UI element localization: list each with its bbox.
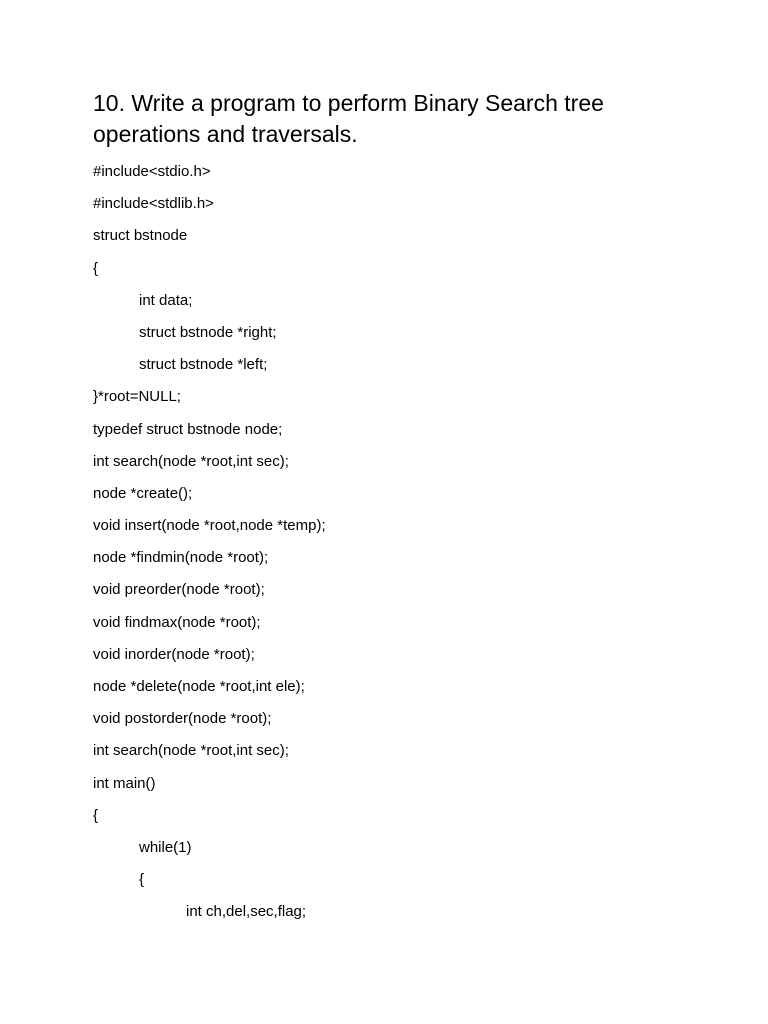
code-line: void preorder(node *root); xyxy=(93,581,265,599)
code-line: { xyxy=(139,871,145,889)
code-line: void findmax(node *root); xyxy=(93,613,261,631)
code-line: struct bstnode *left; xyxy=(139,356,268,374)
code-line: void insert(node *root,node *temp); xyxy=(93,517,326,535)
code-line: int search(node *root,int sec); xyxy=(93,452,289,470)
code-line: void postorder(node *root); xyxy=(93,710,272,728)
code-line: void inorder(node *root); xyxy=(93,645,255,663)
code-listing xyxy=(93,160,326,933)
code-line: }*root=NULL; xyxy=(93,388,181,406)
code-line: struct bstnode xyxy=(93,227,188,245)
code-line: node *create(); xyxy=(93,484,193,502)
code-line: typedef struct bstnode node; xyxy=(93,420,283,438)
code-line: #include<stdio.h> xyxy=(93,163,211,180)
code-line: #include<stdlib.h> xyxy=(93,195,214,213)
code-line: { xyxy=(93,806,99,824)
code-line: while(1) xyxy=(139,838,192,856)
code-line: int ch,del,sec,flag; xyxy=(186,903,307,921)
code-line: int search(node *root,int sec); xyxy=(93,742,289,760)
code-line: node *delete(node *root,int ele); xyxy=(93,678,305,695)
code-line: int main() xyxy=(93,774,156,792)
code-line: struct bstnode *right; xyxy=(139,323,277,341)
code-line: node *findmin(node *root); xyxy=(93,549,269,567)
code-line: int data; xyxy=(139,291,193,309)
document-title: 10. Write a program to perform Binary Search tree operations and traversals. xyxy=(93,90,604,147)
code-line: { xyxy=(93,259,99,277)
